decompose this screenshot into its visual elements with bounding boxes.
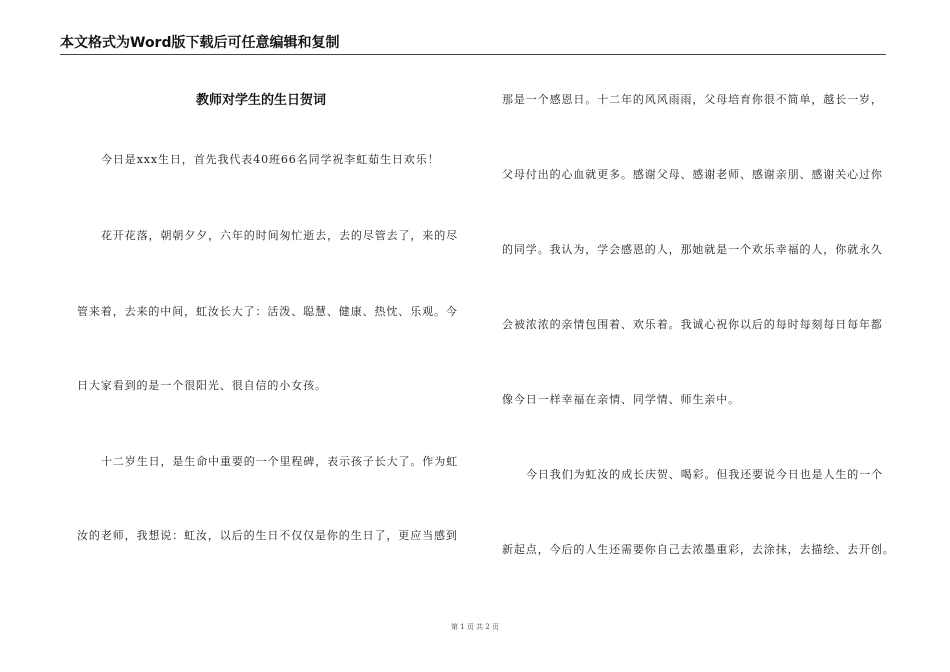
paragraph-line: 会被浓浓的亲情包围着、欢乐着。我诚心祝你以后的每时每刻每日每年都 xyxy=(502,318,883,331)
document-title: 教师对学生的生日贺词 xyxy=(195,93,326,108)
paragraph-line: 日大家看到的是一个很阳光、很自信的小女孩。 xyxy=(77,379,327,392)
paragraph-line: 像今日一样幸福在亲情、同学情、师生亲中。 xyxy=(502,393,740,406)
paragraph-line: 那是一个感恩日。十二年的风风雨雨，父母培育你很不简单，越长一岁， xyxy=(502,93,883,106)
paragraph-line: 管来着，去来的中间，虹汝长大了：活泼、聪慧、健康、热忱、乐观。今 xyxy=(77,305,458,318)
paragraph-line: 汝的老师，我想说：虹汝，以后的生日不仅仅是你的生日了，更应当感到 xyxy=(77,529,458,542)
page-header xyxy=(60,34,886,55)
paragraph-line: 的同学。我认为，学会感恩的人，那她就是一个欢乐幸福的人，你就永久 xyxy=(502,243,883,256)
paragraph-line: 新起点，今后的人生还需要你自己去浓墨重彩，去涂抹，去描绘、去开创。 xyxy=(502,543,895,556)
paragraph-line: 十二岁生日，是生命中重要的一个里程碑，表示孩子长大了。作为虹 xyxy=(101,455,458,468)
paragraph-line: 花开花落，朝朝夕夕，六年的时间匆忙逝去，去的尽管去了，来的尽 xyxy=(101,229,458,242)
paragraph-line: 今日我们为虹汝的成长庆贺、喝彩。但我还要说今日也是人生的一个 xyxy=(526,468,883,481)
paragraph-line: 父母付出的心血就更多。感谢父母、感谢老师、感谢亲朋、感谢关心过你 xyxy=(502,168,883,181)
paragraph-line: 今日是xxx生日，首先我代表40班66名同学祝李虹茹生日欢乐！ xyxy=(101,153,440,166)
page-number: 第 1 页 共 2 页 xyxy=(450,623,500,631)
header-text: 本文格式为Word版下载后可任意编辑和复制 xyxy=(60,35,340,51)
